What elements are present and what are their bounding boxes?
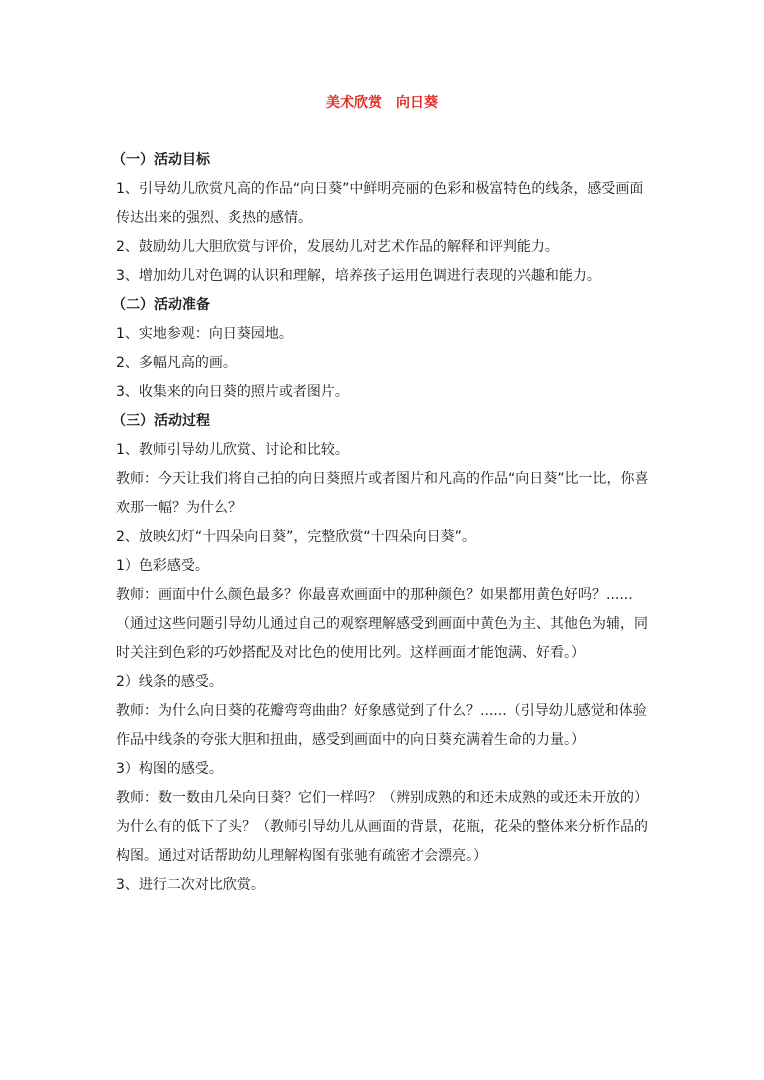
- paragraph: 1、教师引导幼儿欣赏、讨论和比较。: [116, 442, 349, 458]
- section-heading: （二）活动准备: [112, 297, 210, 313]
- document-body: [112, 146, 650, 900]
- paragraph: 2、鼓励幼儿大胆欣赏与评价，发展幼儿对艺术作品的解释和评判能力。: [116, 239, 559, 255]
- paragraph: 3、进行二次对比欣赏。: [116, 877, 265, 893]
- section-heading: （三）活动过程: [112, 413, 210, 429]
- paragraph: 2、多幅凡高的画。: [116, 355, 237, 371]
- paragraph: 教师：数一数由几朵向日葵？它们一样吗？（辨别成熟的和还未成熟的或还未开放的）为什么有的低下了头？（教师引导幼儿从画面的背景，花瓶，花朵的整体来分析作品的构图。通过对话帮助幼儿理解构图有张驰有疏密才会漂亮。）: [116, 790, 648, 864]
- paragraph: 教师：为什么向日葵的花瓣弯弯曲曲？好象感觉到了什么？......（引导幼儿感觉和体验作品中线条的夸张大胆和扭曲，感受到画面中的向日葵充满着生命的力量。）: [116, 703, 647, 748]
- paragraph: 1、引导幼儿欣赏凡高的作品“向日葵”中鲜明亮丽的色彩和极富特色的线条，感受画面传达出来的强烈、炙热的感情。: [116, 181, 644, 226]
- section-heading: （一）活动目标: [112, 152, 210, 168]
- paragraph: 1）色彩感受。: [116, 558, 209, 574]
- paragraph: 教师：画面中什么颜色最多？你最喜欢画面中的那种颜色？如果都用黄色好吗？......（通过这些问题引导幼儿通过自己的观察理解感受到画面中黄色为主、其他色为辅，同时关注到色彩的巧妙搭配及对比色的使用比列。这样画面才能饱满、好看。）: [116, 587, 648, 661]
- paragraph: 2、放映幻灯“十四朵向日葵”，完整欣赏“十四朵向日葵”。: [116, 529, 476, 545]
- paragraph: 3、增加幼儿对色调的认识和理解，培养孩子运用色调进行表现的兴趣和能力。: [116, 268, 601, 284]
- paragraph: 3、收集来的向日葵的照片或者图片。: [116, 384, 349, 400]
- document-title: 美术欣赏 向日葵: [326, 95, 438, 111]
- paragraph: 教师：今天让我们将自己拍的向日葵照片或者图片和凡高的作品“向日葵”比一比，你喜欢那一幅？为什么？: [116, 471, 649, 516]
- paragraph: 3）构图的感受。: [116, 761, 223, 777]
- paragraph: 1、实地参观：向日葵园地。: [116, 326, 293, 342]
- paragraph: 2）线条的感受。: [116, 674, 223, 690]
